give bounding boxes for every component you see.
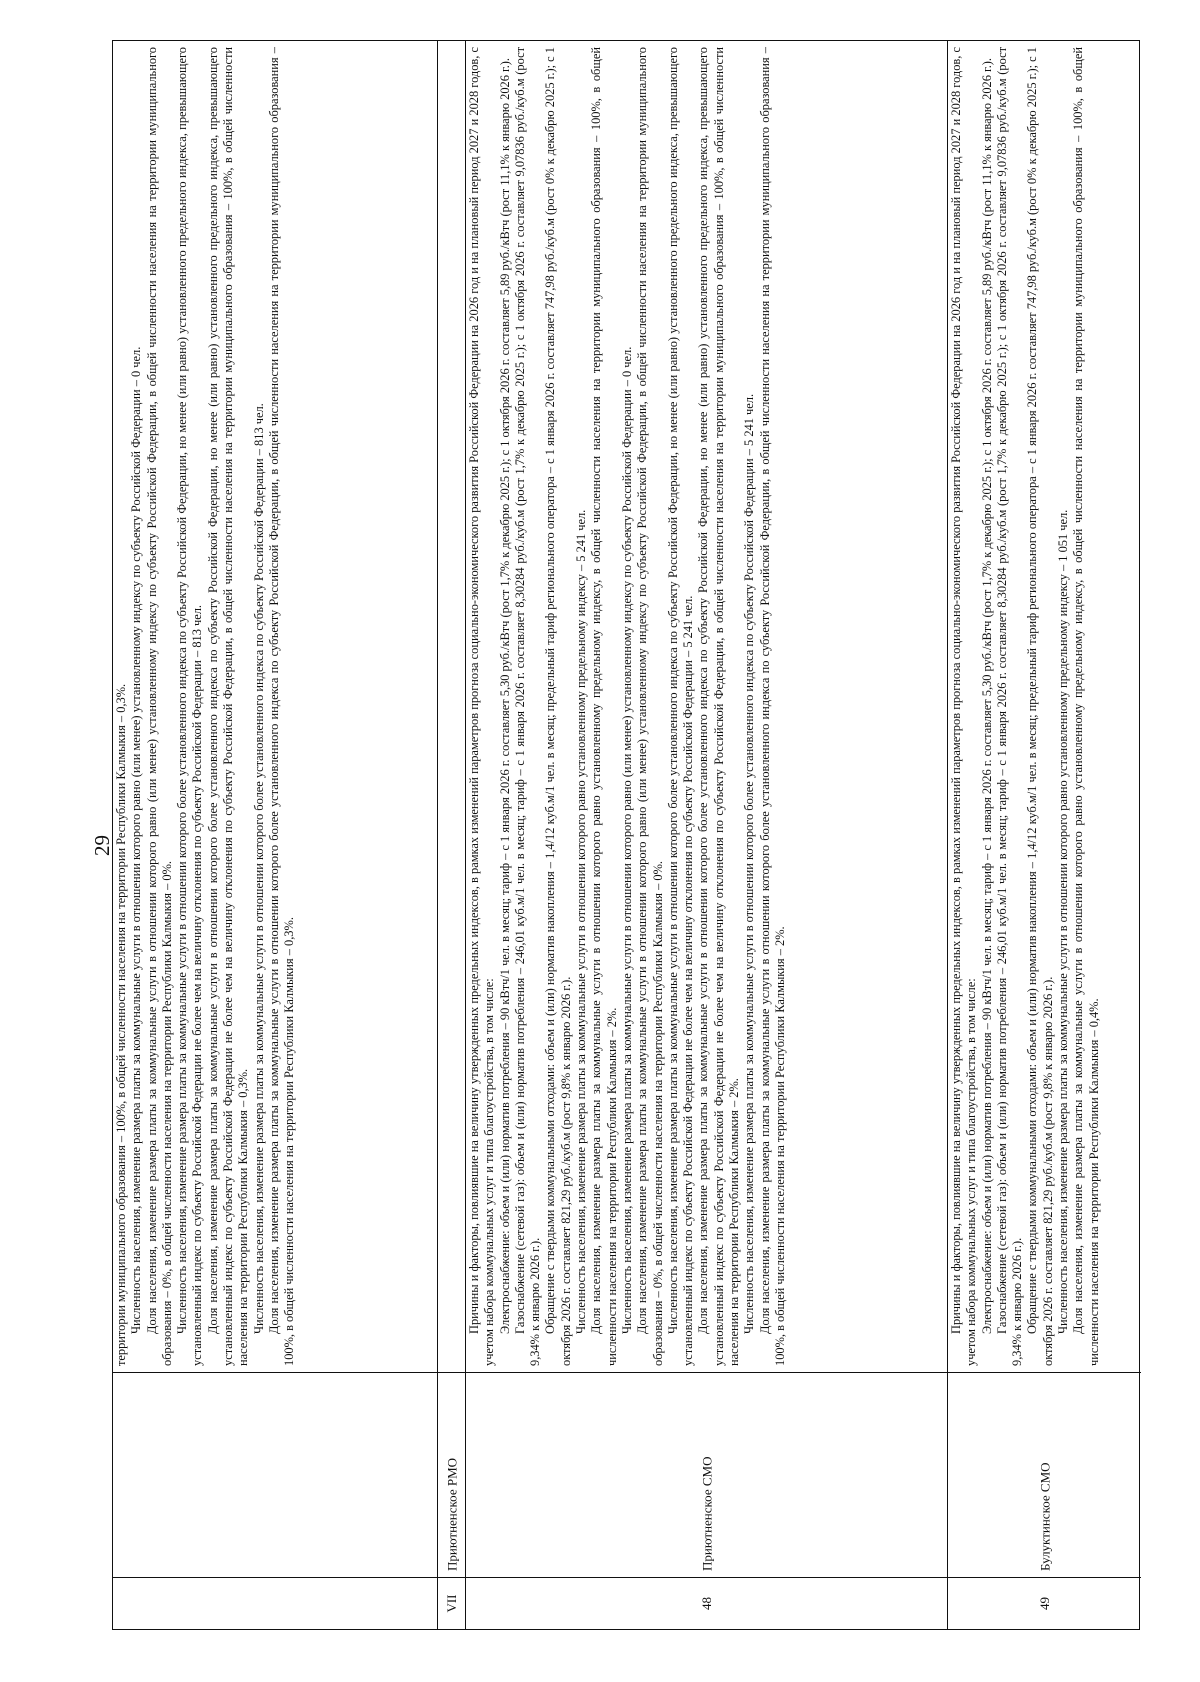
section-number: VII [443,1594,459,1613]
paragraph: Обращение с твердыми коммунальными отходами: объем и (или) норматив накопления – 1,4/12 куб.м/1 чел. в месяц; предельный тариф регионального оператора – с 1 января 2026 г. составляет 747,98 руб./куб.м (рост 0% к декабрю 2025 г.); с 1 октября 2026 г. составляет 821,29 руб./куб.м (рост 9,8% к январю 2026 г.). [1025,47,1055,1366]
paragraph: территории муниципального образования – 100%, в общей численности населения на территории Республики Калмыкия – 0,3%. [114,683,128,1366]
paragraph: Газоснабжение (сетевой газ): объем и (или) норматив потребления – 246,01 куб.м/1 чел. в месяц; тариф – с 1 января 2026 г. составляет 8,30284 руб./куб.м (рост 1,7% к декабрю 2025 г.); с 1 октября 2026 г. составляет 9,07836 руб./куб.м (рост 9,34% к январю 2026 г.). [994,47,1025,1366]
paragraph: Численность населения, изменение размера платы за коммунальные услуги в отношении которого более установленного индекса по субъекту Российской Федерации – 5 241 чел. [742,393,757,1334]
table-row [948,41,1141,1629]
section-name: Приютненское РМО [444,1457,459,1571]
paragraph: Численность населения, изменение размера платы за коммунальные услуги в отношении которого равно (или менее) установленному индексу по субъекту Российской Федерации – 0 чел. [619,346,634,1334]
row-text [466,41,947,1372]
row-text [113,41,437,1372]
paragraph: Доля населения, изменение размера платы за коммунальные услуги в отношении которого более установленного индекса по субъекту Российской Федерации, но менее (или равно) установленного предельного индекса, превышающего установленный индекс по субъекту Российской Федерации не более чем на величину отклонения по субъекту Российской Федерации, в общей численности населения на территории муниципального образования – 100%, в общей численности населения на территории Республики Калмыкия – 2%. [696,47,742,1366]
paragraph: Численность населения, изменение размера платы за коммунальные услуги в отношении которого более установленного индекса по субъекту Российской Федерации – 813 чел. [251,403,266,1334]
paragraph: Доля населения, изменение размера платы за коммунальные услуги в отношении которого равно (или менее) установленному индексу по субъекту Российской Федерации, в общей численности населения на территории муниципального образования – 0%, в общей численности населения на территории Республики Калмыкия – 0%. [144,47,174,1366]
row-number: 49 [1036,1597,1052,1610]
table-row [466,41,948,1629]
paragraph: Причины и факторы, повлиявшие на величину утвержденных предельных индексов, в рамках изменений параметров прогноза социально-экономического развития Российской Федерации на 2026 год и на плановый период 2027 и 2028 годов, с учетом набора коммунальных услуг и типа благоустройства, в том числе: [467,47,497,1366]
paragraph: Численность населения, изменение размера платы за коммунальные услуги в отношении которого более установленного индекса по субъекту Российской Федерации, но менее (или равно) установленного предельного индекса, превышающего установленный индекс по субъекту Российской Федерации не более чем на величину отклонения по субъекту Российской Федерации – 5 241 чел. [665,47,696,1366]
paragraph: Численность населения, изменение размера платы за коммунальные услуги в отношении которого более установленного индекса по субъекту Российской Федерации, но менее (или равно) установленного предельного индекса, превышающего установленный индекс по субъекту Российской Федерации не более чем на величину отклонения по субъекту Российской Федерации – 813 чел. [175,47,205,1366]
paragraph: Доля населения, изменение размера платы за коммунальные услуги в отношении которого равно (или менее) установленному индексу по субъекту Российской Федерации, в общей численности населения на территории муниципального образования – 0%, в общей численности населения на территории Республики Калмыкия – 0%. [635,47,665,1366]
row-text [948,41,1141,1372]
paragraph: Обращение с твердыми коммунальными отходами: объем и (или) норматив накопления – 1,4/12 куб.м/1 чел. в месяц; предельный тариф регионального оператора – с 1 января 2026 г. составляет 747,98 руб./куб.м (рост 0% к декабрю 2025 г.); с 1 октября 2026 г. составляет 821,29 руб./куб.м (рост 9,8% к январю 2026 г.). [543,47,573,1366]
page-number: 29 [90,835,114,856]
paragraph: Доля населения, изменение размера платы за коммунальные услуги в отношении которого более установленного индекса по субъекту Российской Федерации, в общей численности населения на территории муниципального образования – 100%, в общей численности населения на территории Республики Калмыкия – 0,3%. [266,47,297,1366]
paragraph: Доля населения, изменение размера платы за коммунальные услуги в отношении которого более установленного индекса по субъекту Российской Федерации, в общей численности населения на территории муниципального образования – 100%, в общей численности населения на территории Республики Калмыкия – 2%. [757,47,787,1366]
paragraph: Численность населения, изменение размера платы за коммунальные услуги в отношении которого равно установленному предельному индексу – 1 051 чел. [1056,509,1071,1334]
paragraph: Электроснабжение: объем и (или) норматив потребления – 90 кВтч/1 чел. в месяц; тариф – с 1 января 2026 г. составляет 5,30 руб./кВтч (рост 1,7% к декабрю 2025 г.); с 1 октября 2026 г. составляет 5,89 руб./кВтч (рост 11,1% к январю 2026 г.). [979,57,994,1334]
paragraph: Доля населения, изменение размера платы за коммунальные услуги в отношении которого равно установленному предельному индексу, в общей численности населения на территории муниципального образования – 100%, в общей численности населения на территории Республики Калмыкия – 2%. [589,47,619,1366]
paragraph: Доля населения, изменение размера платы за коммунальные услуги в отношении которого равно установленному предельному индексу, в общей численности населения на территории муниципального образования – 100%, в общей численности населения на территории Республики Калмыкия – 0,4%. [1071,47,1101,1366]
paragraph: Электроснабжение: объем и (или) норматив потребления – 90 кВтч/1 чел. в месяц; тариф – с 1 января 2026 г. составляет 5,30 руб./кВтч (рост 1,7% к декабрю 2025 г.); с 1 октября 2026 г. составляет 5,89 руб./кВтч (рост 11,1% к январю 2026 г.). [497,57,512,1334]
paragraph: Доля населения, изменение размера платы за коммунальные услуги в отношении которого более установленного индекса по субъекту Российской Федерации, но менее (или равно) установленного предельного индекса, превышающего установленный индекс по субъекту Российской Федерации не более чем на величину отклонения по субъекту Российской Федерации, в общей численности населения на территории муниципального образования – 100%, в общей численности населения на территории Республики Калмыкия – 0,3%. [205,47,251,1366]
row-number: 48 [698,1597,714,1610]
paragraph: Численность населения, изменение размера платы за коммунальные услуги в отношении которого равно установленному предельному индексу – 5 241 чел. [574,509,589,1334]
paragraph: Численность населения, изменение размера платы за коммунальные услуги в отношении которого равно (или менее) установленному индексу по субъекту Российской Федерации – 0 чел. [129,346,144,1334]
municipality-name: Булуктинское СМО [1037,1462,1052,1571]
municipality-name: Приютненское СМО [699,1456,714,1571]
indices-table [112,40,1140,1630]
paragraph: Причины и факторы, повлиявшие на величину утвержденных предельных индексов, в рамках изменений параметров прогноза социально-экономического развития Российской Федерации на 2026 год и на плановый период 2027 и 2028 годов, с учетом набора коммунальных услуг и типа благоустройства, в том числе: [949,47,979,1366]
section-row [438,41,466,1629]
table-row-continuation [113,41,438,1629]
paragraph: Газоснабжение (сетевой газ): объем и (или) норматив потребления – 246,01 куб.м/1 чел. в месяц; тариф – с 1 января 2026 г. составляет 8,30284 руб./куб.м (рост 1,7% к декабрю 2025 г.); с 1 октября 2026 г. составляет 9,07836 руб./куб.м (рост 9,34% к январю 2026 г.). [512,47,543,1366]
